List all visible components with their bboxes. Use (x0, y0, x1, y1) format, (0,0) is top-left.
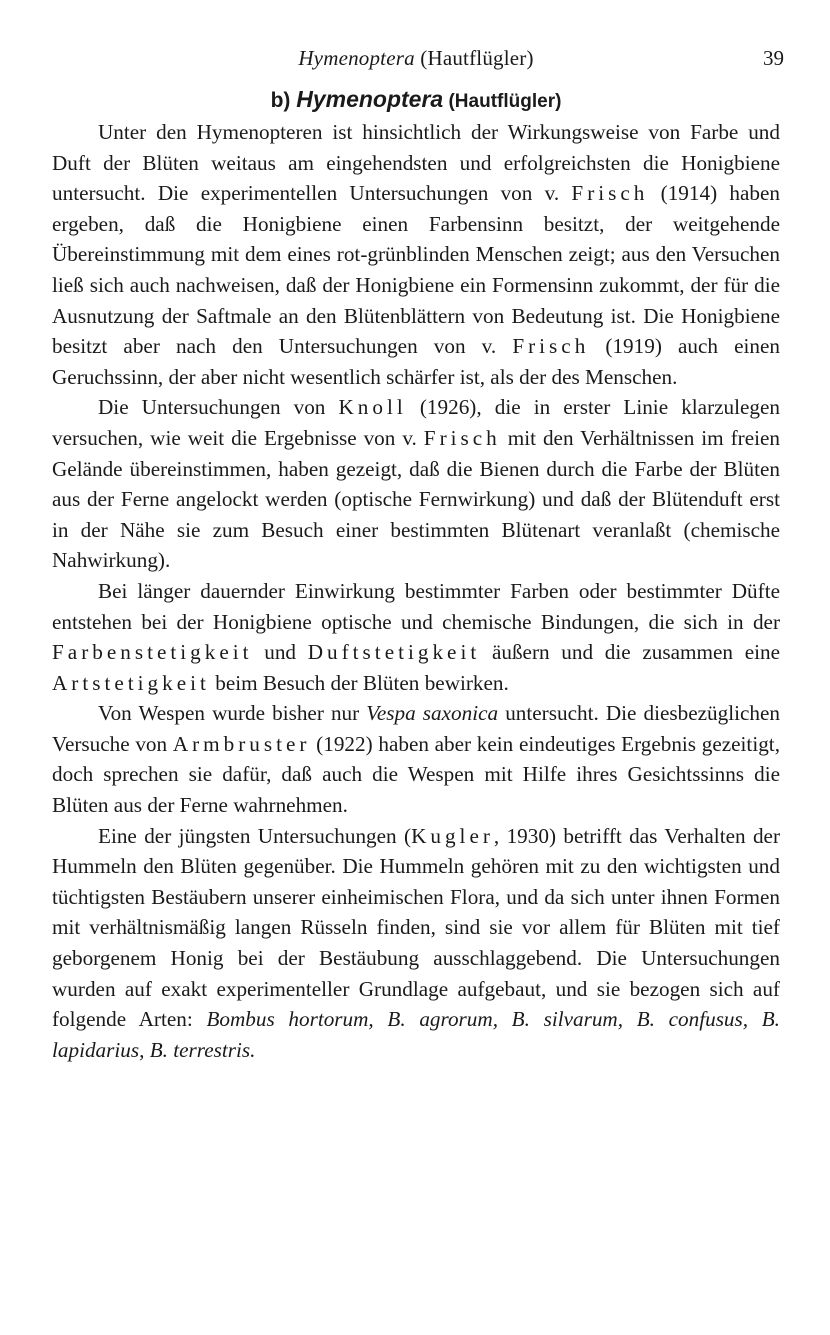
italic-term: Vespa saxonica (366, 701, 499, 726)
text-run: und (252, 640, 308, 665)
text-run: Die Untersuchungen von (98, 395, 339, 420)
text-run: Eine der jüngsten Untersuchungen ( (98, 823, 412, 848)
spaced-name: Armbruster (172, 731, 311, 756)
spaced-name: Frisch (423, 425, 501, 450)
paragraph (52, 392, 780, 576)
section-heading (52, 86, 780, 113)
text-run: beim Besuch der Blüten bewirken. (209, 670, 509, 695)
text-run: Bei länger dauernder Einwirkung bestimmter Farben oder bestimmter Düfte entstehen bei der Honigbiene optische und chemische Bindungen, die sich in der (52, 578, 780, 634)
spaced-name: Knoll (338, 395, 407, 420)
spaced-name: Artstetigkeit (52, 670, 210, 695)
text-run: (1926), die in erster Linie klarzulegen versuchen, wie weit die Ergebnisse von v. (52, 395, 781, 450)
running-header (52, 40, 784, 80)
text-run: (1919) auch einen Geruchssinn, der aber nicht wesentlich schärfer ist, als der des Menschen. (52, 334, 780, 389)
running-title (52, 46, 780, 71)
italic-term: Bombus hortorum, B. agrorum, B. silvarum, B. confusus, B. lapidarius, B. terrestris. (52, 1007, 780, 1062)
spaced-name: Duftstetigkeit (307, 640, 481, 665)
spaced-name: Farbenstetigkeit (52, 640, 253, 665)
paragraph (52, 698, 780, 820)
text-run: äußern und die zusammen eine (480, 640, 780, 665)
text-run: Von Wespen wurde bisher nur (98, 701, 367, 726)
text-run: (1922) haben aber kein eindeutiges Ergebnis gezeitigt, doch sprechen sie dafür, daß auch die Wespen mit Hilfe ihres Gesichtssinns die Blüten aus der Ferne wahrnehmen. (52, 731, 780, 818)
page-number: 39 (763, 46, 784, 70)
text-run: , 1930) betrifft das Verhalten der Hummeln den Blüten gegenüber. Die Hummeln gehören mit zu den wichtigsten und tüchtigsten Bestäubern unserer einheimischen Flora, und da sich unter ihnen Formen mit verhältnismäßig langen Rüsseln finden, sind sie vor allem für Blüten mit tief geborgenem Honig bei der Bestäubung ausschlaggebend. Die Untersuchungen wurden auf exakt experimenteller Grundlage aufgebaut, und sie bezogen sich auf folgende Arten: (52, 823, 780, 1032)
section-title: Hymenoptera (296, 86, 444, 112)
section-label: b) (270, 89, 297, 112)
body-text (52, 117, 780, 1065)
paragraph (52, 576, 780, 698)
spaced-name: Kugler (411, 823, 494, 848)
text-run: Unter den Hymenopteren ist hinsichtlich der Wirkungsweise von Farbe und Duft der Blüten weitaus am eingehendsten und erfolgreichsten die Honigbiene untersucht. Die experimentellen Untersuchungen von v. (52, 120, 780, 206)
book-page (52, 40, 784, 1065)
paragraph (52, 117, 780, 392)
section-subtitle: (Hautflügler) (443, 91, 562, 112)
spaced-name: Frisch (512, 334, 590, 359)
text-run: (1914) haben ergeben, daß die Honigbiene einen Farbensinn besitzt, der weitgehende Übereinstimmung mit dem eines rot-grünblinden Menschen zeigt; aus den Versuchen ließ sich auch nachweisen, daß der Honigbiene ein Formensinn zukommt, der für die Ausnutzung der Saftmale an den Blütenblättern von Bedeutung ist. Die Honigbiene besitzt aber nach den Untersuchungen von v. (52, 181, 780, 359)
spaced-name: Frisch (571, 181, 649, 206)
running-title-rest: (Hautflügler) (414, 46, 534, 70)
text-run: mit den Verhältnissen im freien Gelände übereinstimmen, haben gezeigt, daß die Bienen durch die Farbe der Blüten aus der Ferne angelockt werden (optische Fernwirkung) und daß der Blütenduft erst in der Nähe sie zum Besuch einer bestimmten Blütenart veranlaßt (chemische Nahwirkung). (52, 425, 780, 573)
running-title-italic: Hymenoptera (298, 46, 415, 70)
paragraph (52, 821, 780, 1066)
text-run: untersucht. Die diesbezüglichen Versuche von (52, 701, 780, 756)
